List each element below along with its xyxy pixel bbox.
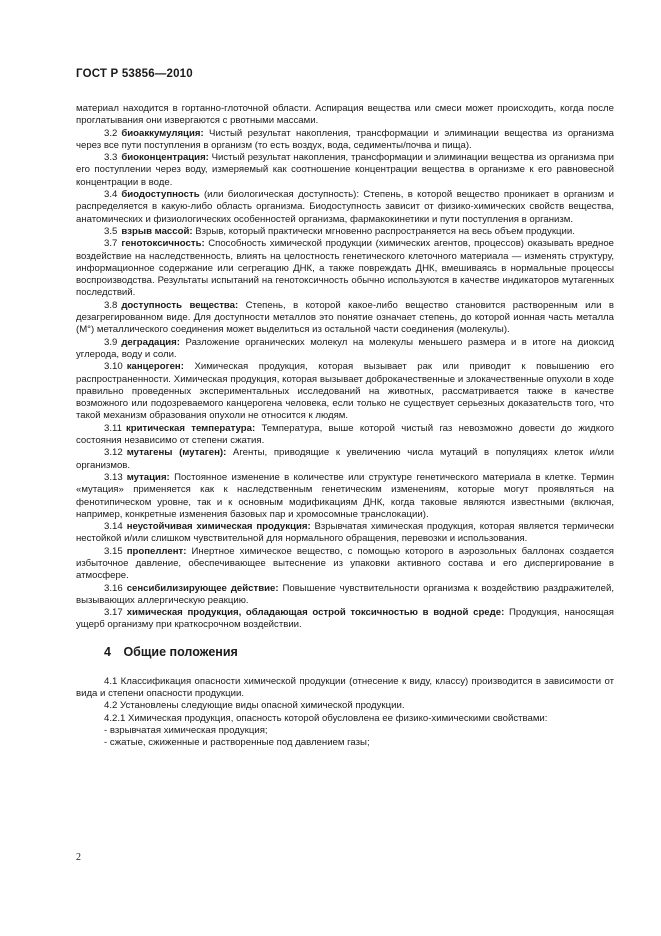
definition-paragraph [76, 546, 614, 583]
definition-text: Агенты, приводящие к увеличению числа мутаций в популяциях клеток и/или организмов. [76, 447, 614, 471]
definition-term: биоаккумуляция: [121, 127, 204, 139]
definition-text: Чистый результат накопления, трансформации и элиминации вещества из организма через все пути поступления в организм (то есть воздух, вода, седименты/почва и пища). [76, 127, 614, 151]
definition-text: Разложение органических молекул на молекулы меньшего размера и в итоге на диоксид углерода, воду и соли. [76, 336, 614, 360]
definition-text: Взрыв, который практически мгновенно распространяется на весь объем продукции. [195, 225, 575, 237]
definition-paragraph [76, 189, 614, 226]
definition-number: 3.15 [104, 545, 123, 557]
definition-term: сенсибилизирующее действие: [126, 582, 279, 594]
definition-paragraph [76, 226, 614, 238]
definition-number: 3.8 [104, 299, 118, 311]
definition-number: 3.16 [104, 582, 123, 594]
page-number: 2 [76, 852, 81, 863]
definition-paragraph [76, 521, 614, 546]
definition-number: 3.11 [104, 422, 122, 434]
definition-term: мутагены (мутаген): [126, 447, 227, 459]
definition-paragraph [76, 128, 614, 153]
definition-text: Химическая продукция, которая вызывает рак или приводит к повышению его распространенности. Химическая продукция, которая вызывает доброкачественные и злокачественные опухоли в ходе правильно проведенных экспериментальных исследований на животных, рассматривается также в качестве возможного или подозреваемого канцерогена человека, если только не существует серьезных доказательств того, что такой механизм образования опухоли не относится к людям. [76, 361, 614, 422]
definition-text: Повышение чувствительности организма к воздействию раздражителей, вызывающих аллергическую реакцию. [76, 582, 615, 606]
definition-paragraph [76, 423, 614, 448]
paragraph-4-2: 4.2 Установлены следующие виды опасной химической продукции. [104, 700, 405, 712]
section-heading [104, 645, 614, 659]
list-item: - сжатые, сжиженные и растворенные под давлением газы; [104, 737, 370, 749]
section-number: 4 [104, 644, 111, 659]
definition-term: пропеллент: [126, 545, 187, 557]
definition-term: генотоксичность: [121, 238, 205, 250]
definition-number: 3.2 [104, 127, 118, 139]
definition-paragraph [76, 337, 614, 362]
definition-term: неустойчивая химическая продукция: [126, 521, 311, 533]
paragraph-4-2-1: 4.2.1 Химическая продукция, опасность которой обусловлена ее физико-химическими свойствами: [104, 712, 548, 724]
document-page [76, 68, 614, 750]
document-code-header: ГОСТ Р 53856—2010 [76, 68, 193, 80]
definition-number: 3.5 [104, 225, 118, 237]
definition-paragraph [76, 361, 614, 422]
definition-term: канцероген: [126, 361, 184, 373]
definition-term: доступность вещества: [121, 299, 239, 311]
definition-paragraph [76, 300, 614, 337]
definition-paragraph [76, 472, 614, 521]
definition-number: 3.9 [104, 336, 118, 348]
definition-number: 3.3 [104, 152, 118, 164]
definition-term: взрыв массой: [121, 225, 193, 237]
definition-number: 3.12 [104, 447, 123, 459]
definition-number: 3.13 [104, 471, 123, 483]
definition-term: биоконцентрация: [121, 152, 209, 164]
definition-number: 3.17 [104, 607, 123, 619]
definition-text: Взрывчатая химическая продукция, которая является термически нестойкой и/или слишком чувствительной для нормального обращения, перевозки и использования. [76, 521, 615, 545]
paragraph-4-1: 4.1 Классификация опасности химической продукции (отнесение к виду, классу) производится в зависимости от вида и степени опасности продукции. [76, 675, 614, 700]
definition-paragraph [76, 152, 614, 189]
intro-paragraph: материал находится в гортанно-глоточной области. Аспирация вещества или смеси может происходить, когда после проглатывания они извергаются с рвотными массами. [76, 103, 614, 127]
definition-number: 3.7 [104, 238, 118, 250]
section-title: Общие положения [123, 644, 238, 659]
definition-term: мутация: [126, 471, 170, 483]
definition-text: (или биологическая доступность): Степень, в которой вещество проникает в организм и распределяется в какую-либо область организма. Биодоступность зависит от физико-химических свойств вещества, анатомических и физиологических особенностей организма, фармакокинетики и пути поступления в организм. [76, 189, 614, 225]
definition-text: Степень, в которой какое-либо вещество становится растворенным или в дезагрегированном виде. Для доступности металлов это понятие означает степень, до которой ионная часть металла (M°) металлического соединения может выделиться из остальной части соединения (молекулы). [76, 299, 614, 336]
definition-text: Температура, выше которой чистый газ невозможно довести до жидкого состояния независимо от степени сжатия. [76, 422, 614, 447]
definition-number: 3.14 [104, 521, 123, 533]
definitions-list [76, 128, 614, 632]
definition-text: Чистый результат накопления, трансформации и элиминации вещества из организма при его поступлении через воду, измеряемый как соотношение концентрации вещества в организме к его равновесной концентрации в воде. [76, 152, 614, 188]
definition-number: 3.10 [104, 361, 123, 373]
definition-term: деградация: [121, 336, 180, 348]
definition-text: Продукция, наносящая ущерб организму при краткосрочном воздействии. [76, 607, 615, 631]
definition-number: 3.4 [104, 189, 118, 201]
definition-term: критическая температура: [125, 422, 256, 434]
definition-term: химическая продукция, обладающая острой токсичностью в водной среде: [126, 607, 505, 619]
definition-paragraph [76, 607, 614, 632]
definition-text: Инертное химическое вещество, с помощью которого в аэрозольных баллонах создается избыточное давление, обеспечивающее вытеснение из упаковки активного состава и его диспергирование в атмосфере. [76, 545, 614, 582]
definition-text: Способность химической продукции (химических агентов, процессов) оказывать вредное воздействие на наследственность, влиять на целостность генетического клеточного материала — изменять структуру, информационное содержание или сегрегацию ДНК, а также повреждать ДНК, вмешиваясь в нормальные процессы воспроизводства. Результаты испытаний на генотоксичность обычно используются в качестве индикаторов мутагенных последствий. [76, 238, 614, 299]
definition-paragraph [76, 238, 614, 299]
definition-paragraph [76, 447, 614, 472]
definition-paragraph [76, 583, 614, 608]
list-item: - взрывчатая химическая продукция; [104, 724, 268, 736]
definition-term: биодоступность [121, 189, 200, 201]
definition-text: Постоянное изменение в количестве или структуре генетического материала в клетке. Термин «мутация» применяется как к наследственным генетическим изменениям, которые могут проявляться на фенотипическом уровне, так и к основным модификациям ДНК, когда таковые являются известными (включая, например, конкретные изменения базовых пар и хромосомные транслокации). [76, 471, 615, 520]
